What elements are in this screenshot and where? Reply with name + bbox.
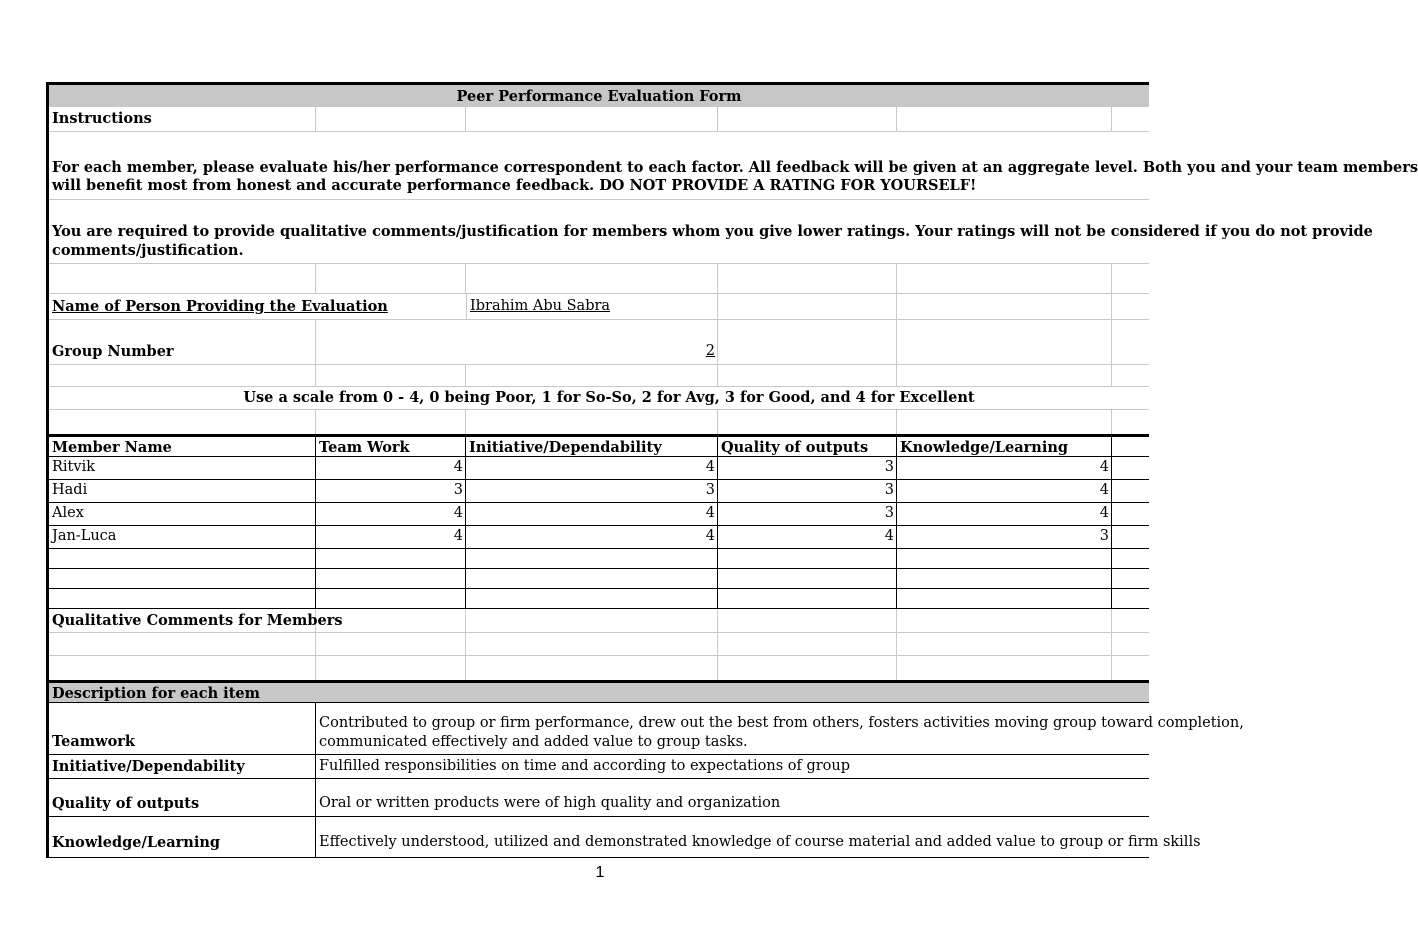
comment-cell[interactable] <box>897 609 1112 632</box>
instruction-2-row <box>49 200 1373 264</box>
empty-rating-row <box>49 569 1149 589</box>
scale-row <box>49 387 1149 410</box>
description-header-row <box>49 680 1149 703</box>
comment-cell[interactable] <box>316 609 466 632</box>
comment-cell[interactable] <box>49 656 316 680</box>
empty-cell[interactable] <box>49 264 316 293</box>
empty-cell[interactable] <box>466 549 718 568</box>
empty-cell[interactable] <box>49 589 316 608</box>
blank-row <box>49 410 1149 434</box>
evaluator-name-cell[interactable] <box>466 294 718 319</box>
description-term-cell <box>49 779 316 816</box>
description-term: Initiative/Dependability <box>52 758 245 775</box>
rating-row <box>49 457 1149 480</box>
title-row <box>49 82 1149 107</box>
empty-cell[interactable] <box>49 549 316 568</box>
evaluator-label-cell <box>49 294 466 319</box>
empty-cell[interactable] <box>718 410 897 434</box>
description-term-cell <box>49 703 316 754</box>
group-label-cell <box>49 320 316 364</box>
empty-cell[interactable] <box>718 264 897 293</box>
description-term-cell <box>49 755 316 778</box>
comment-cell[interactable] <box>316 656 466 680</box>
instruction-1-row <box>49 132 1418 200</box>
comment-cell[interactable] <box>49 633 316 655</box>
empty-cell[interactable] <box>466 410 718 434</box>
quality-score[interactable]: 3 <box>718 503 897 525</box>
description-row <box>49 779 1149 817</box>
empty-rating-row <box>49 549 1149 569</box>
empty-cell[interactable] <box>316 410 466 434</box>
empty-cell[interactable] <box>466 569 718 588</box>
team-work-score[interactable]: 4 <box>316 526 466 548</box>
instructions-label: Instructions <box>52 110 152 127</box>
description-text-cell <box>316 755 1116 778</box>
empty-cell[interactable] <box>466 589 718 608</box>
evaluation-sheet <box>46 82 1418 858</box>
description-row <box>49 817 1201 858</box>
comments-row <box>49 609 1149 633</box>
empty-cell[interactable] <box>897 410 1112 434</box>
empty-cell[interactable] <box>897 589 1112 608</box>
description-term-cell <box>49 817 316 857</box>
scale-note: Use a scale from 0 - 4, 0 being Poor, 1 for So-So, 2 for Avg, 3 for Good, and 4 for Excellent <box>243 389 975 406</box>
description-text: Effectively understood, utilized and demonstrated knowledge of course material and added value to group or firm skills <box>319 834 1201 850</box>
description-term: Quality of outputs <box>52 795 200 812</box>
comments-row <box>49 633 1149 656</box>
member-name-cell[interactable]: Ritvik <box>49 457 316 479</box>
empty-cell[interactable] <box>718 569 897 588</box>
rating-row <box>49 503 1149 526</box>
team-work-score[interactable]: 4 <box>316 503 466 525</box>
instruction-1-line-2: will benefit most from honest and accurate performance feedback. DO NOT PROVIDE A RATING FOR YOURSELF! <box>52 177 977 194</box>
description-row <box>49 755 1149 779</box>
comment-cell[interactable] <box>466 609 718 632</box>
empty-cell[interactable] <box>466 365 718 386</box>
empty-cell[interactable] <box>49 410 316 434</box>
form-title: Peer Performance Evaluation Form <box>456 88 742 105</box>
group-row <box>49 320 1149 365</box>
team-work-score[interactable]: 3 <box>316 480 466 502</box>
empty-cell[interactable] <box>897 365 1112 386</box>
member-name-cell[interactable]: Hadi <box>49 480 316 502</box>
description-text-cell <box>316 779 1116 816</box>
blank-row <box>49 365 1149 387</box>
instruction-1-line-1: For each member, please evaluate his/her performance correspondent to each factor. All feedback will be given at an aggregate level. Both you and your team members <box>52 159 1418 176</box>
instructions-row <box>49 107 1149 132</box>
member-name-cell[interactable]: Jan-Luca <box>49 526 316 548</box>
empty-cell[interactable] <box>316 264 466 293</box>
empty-cell[interactable] <box>718 320 897 364</box>
comments-label: Qualitative Comments for Members <box>52 612 343 629</box>
quality-score[interactable]: 3 <box>718 480 897 502</box>
empty-cell[interactable] <box>718 549 897 568</box>
comment-cell[interactable] <box>718 656 897 680</box>
empty-rating-row <box>49 589 1149 609</box>
rating-row <box>49 480 1149 503</box>
description-header: Description for each item <box>52 685 260 702</box>
comment-cell[interactable] <box>897 656 1112 680</box>
comments-row <box>49 656 1149 680</box>
group-number-cell[interactable] <box>316 320 718 364</box>
description-text: Contributed to group or firm performance, drew out the best from others, fosters activities moving group toward completion, <box>319 715 1244 731</box>
empty-cell[interactable] <box>718 365 897 386</box>
empty-cell[interactable] <box>316 569 466 588</box>
header-knowledge: Knowledge/Learning <box>897 437 1112 456</box>
description-row <box>49 703 1244 755</box>
empty-cell[interactable] <box>897 569 1112 588</box>
group-label: Group Number <box>52 343 174 360</box>
page-number: 1 <box>595 864 605 881</box>
initiative-score[interactable]: 4 <box>466 503 718 525</box>
evaluator-label: Name of Person Providing the Evaluation <box>52 298 388 315</box>
empty-cell[interactable] <box>897 549 1112 568</box>
description-text: communicated effectively and added value to group tasks. <box>319 734 748 750</box>
description-term: Teamwork <box>52 733 135 750</box>
comments-label-cell <box>49 609 343 632</box>
header-member-name: Member Name <box>49 437 316 456</box>
empty-cell[interactable] <box>897 320 1112 364</box>
description-term: Knowledge/Learning <box>52 834 221 851</box>
comment-cell[interactable] <box>718 633 897 655</box>
empty-cell[interactable] <box>897 264 1112 293</box>
comment-cell[interactable] <box>897 633 1112 655</box>
group-number: 2 <box>705 343 715 359</box>
instruction-2-line-1: You are required to provide qualitative comments/justification for members whom you give lower ratings. Your ratings will not be considered if you do not provide <box>52 223 1373 240</box>
comment-cell[interactable] <box>718 609 897 632</box>
blank-row <box>49 264 1149 294</box>
evaluator-row <box>49 294 1149 320</box>
evaluator-name: Ibrahim Abu Sabra <box>470 298 611 314</box>
description-text: Oral or written products were of high quality and organization <box>319 795 781 811</box>
initiative-score[interactable]: 4 <box>466 526 718 548</box>
quality-score[interactable]: 3 <box>718 457 897 479</box>
comment-cell[interactable] <box>466 656 718 680</box>
knowledge-score[interactable]: 4 <box>897 480 1112 502</box>
header-quality: Quality of outputs <box>718 437 897 456</box>
header-initiative: Initiative/Dependability <box>466 437 718 456</box>
empty-cell[interactable] <box>316 107 466 131</box>
empty-cell[interactable] <box>316 365 466 386</box>
ratings-header-row <box>49 434 1149 457</box>
empty-cell[interactable] <box>718 589 897 608</box>
instruction-2-line-2: comments/justification. <box>52 242 244 259</box>
team-work-score[interactable]: 4 <box>316 457 466 479</box>
rating-row <box>49 526 1149 549</box>
empty-cell[interactable] <box>897 294 1112 319</box>
empty-cell[interactable] <box>466 264 718 293</box>
member-name-cell[interactable]: Alex <box>49 503 316 525</box>
comment-cell[interactable] <box>316 633 466 655</box>
empty-cell[interactable] <box>316 549 466 568</box>
initiative-score[interactable]: 3 <box>466 480 718 502</box>
header-team-work: Team Work <box>316 437 466 456</box>
initiative-score[interactable]: 4 <box>466 457 718 479</box>
empty-cell[interactable] <box>897 107 1112 131</box>
empty-cell[interactable] <box>316 589 466 608</box>
knowledge-score[interactable]: 4 <box>897 457 1112 479</box>
description-text-cell <box>316 703 1244 754</box>
quality-score[interactable]: 4 <box>718 526 897 548</box>
empty-cell[interactable] <box>466 107 718 131</box>
empty-cell[interactable] <box>49 569 316 588</box>
knowledge-score[interactable]: 3 <box>897 526 1112 548</box>
knowledge-score[interactable]: 4 <box>897 503 1112 525</box>
instructions-cell <box>49 107 316 131</box>
comment-cell[interactable] <box>466 633 718 655</box>
empty-cell[interactable] <box>718 294 897 319</box>
description-text-cell <box>316 817 1201 857</box>
empty-cell[interactable] <box>49 365 316 386</box>
empty-cell[interactable] <box>718 107 897 131</box>
description-text: Fulfilled responsibilities on time and according to expectations of group <box>319 758 851 774</box>
